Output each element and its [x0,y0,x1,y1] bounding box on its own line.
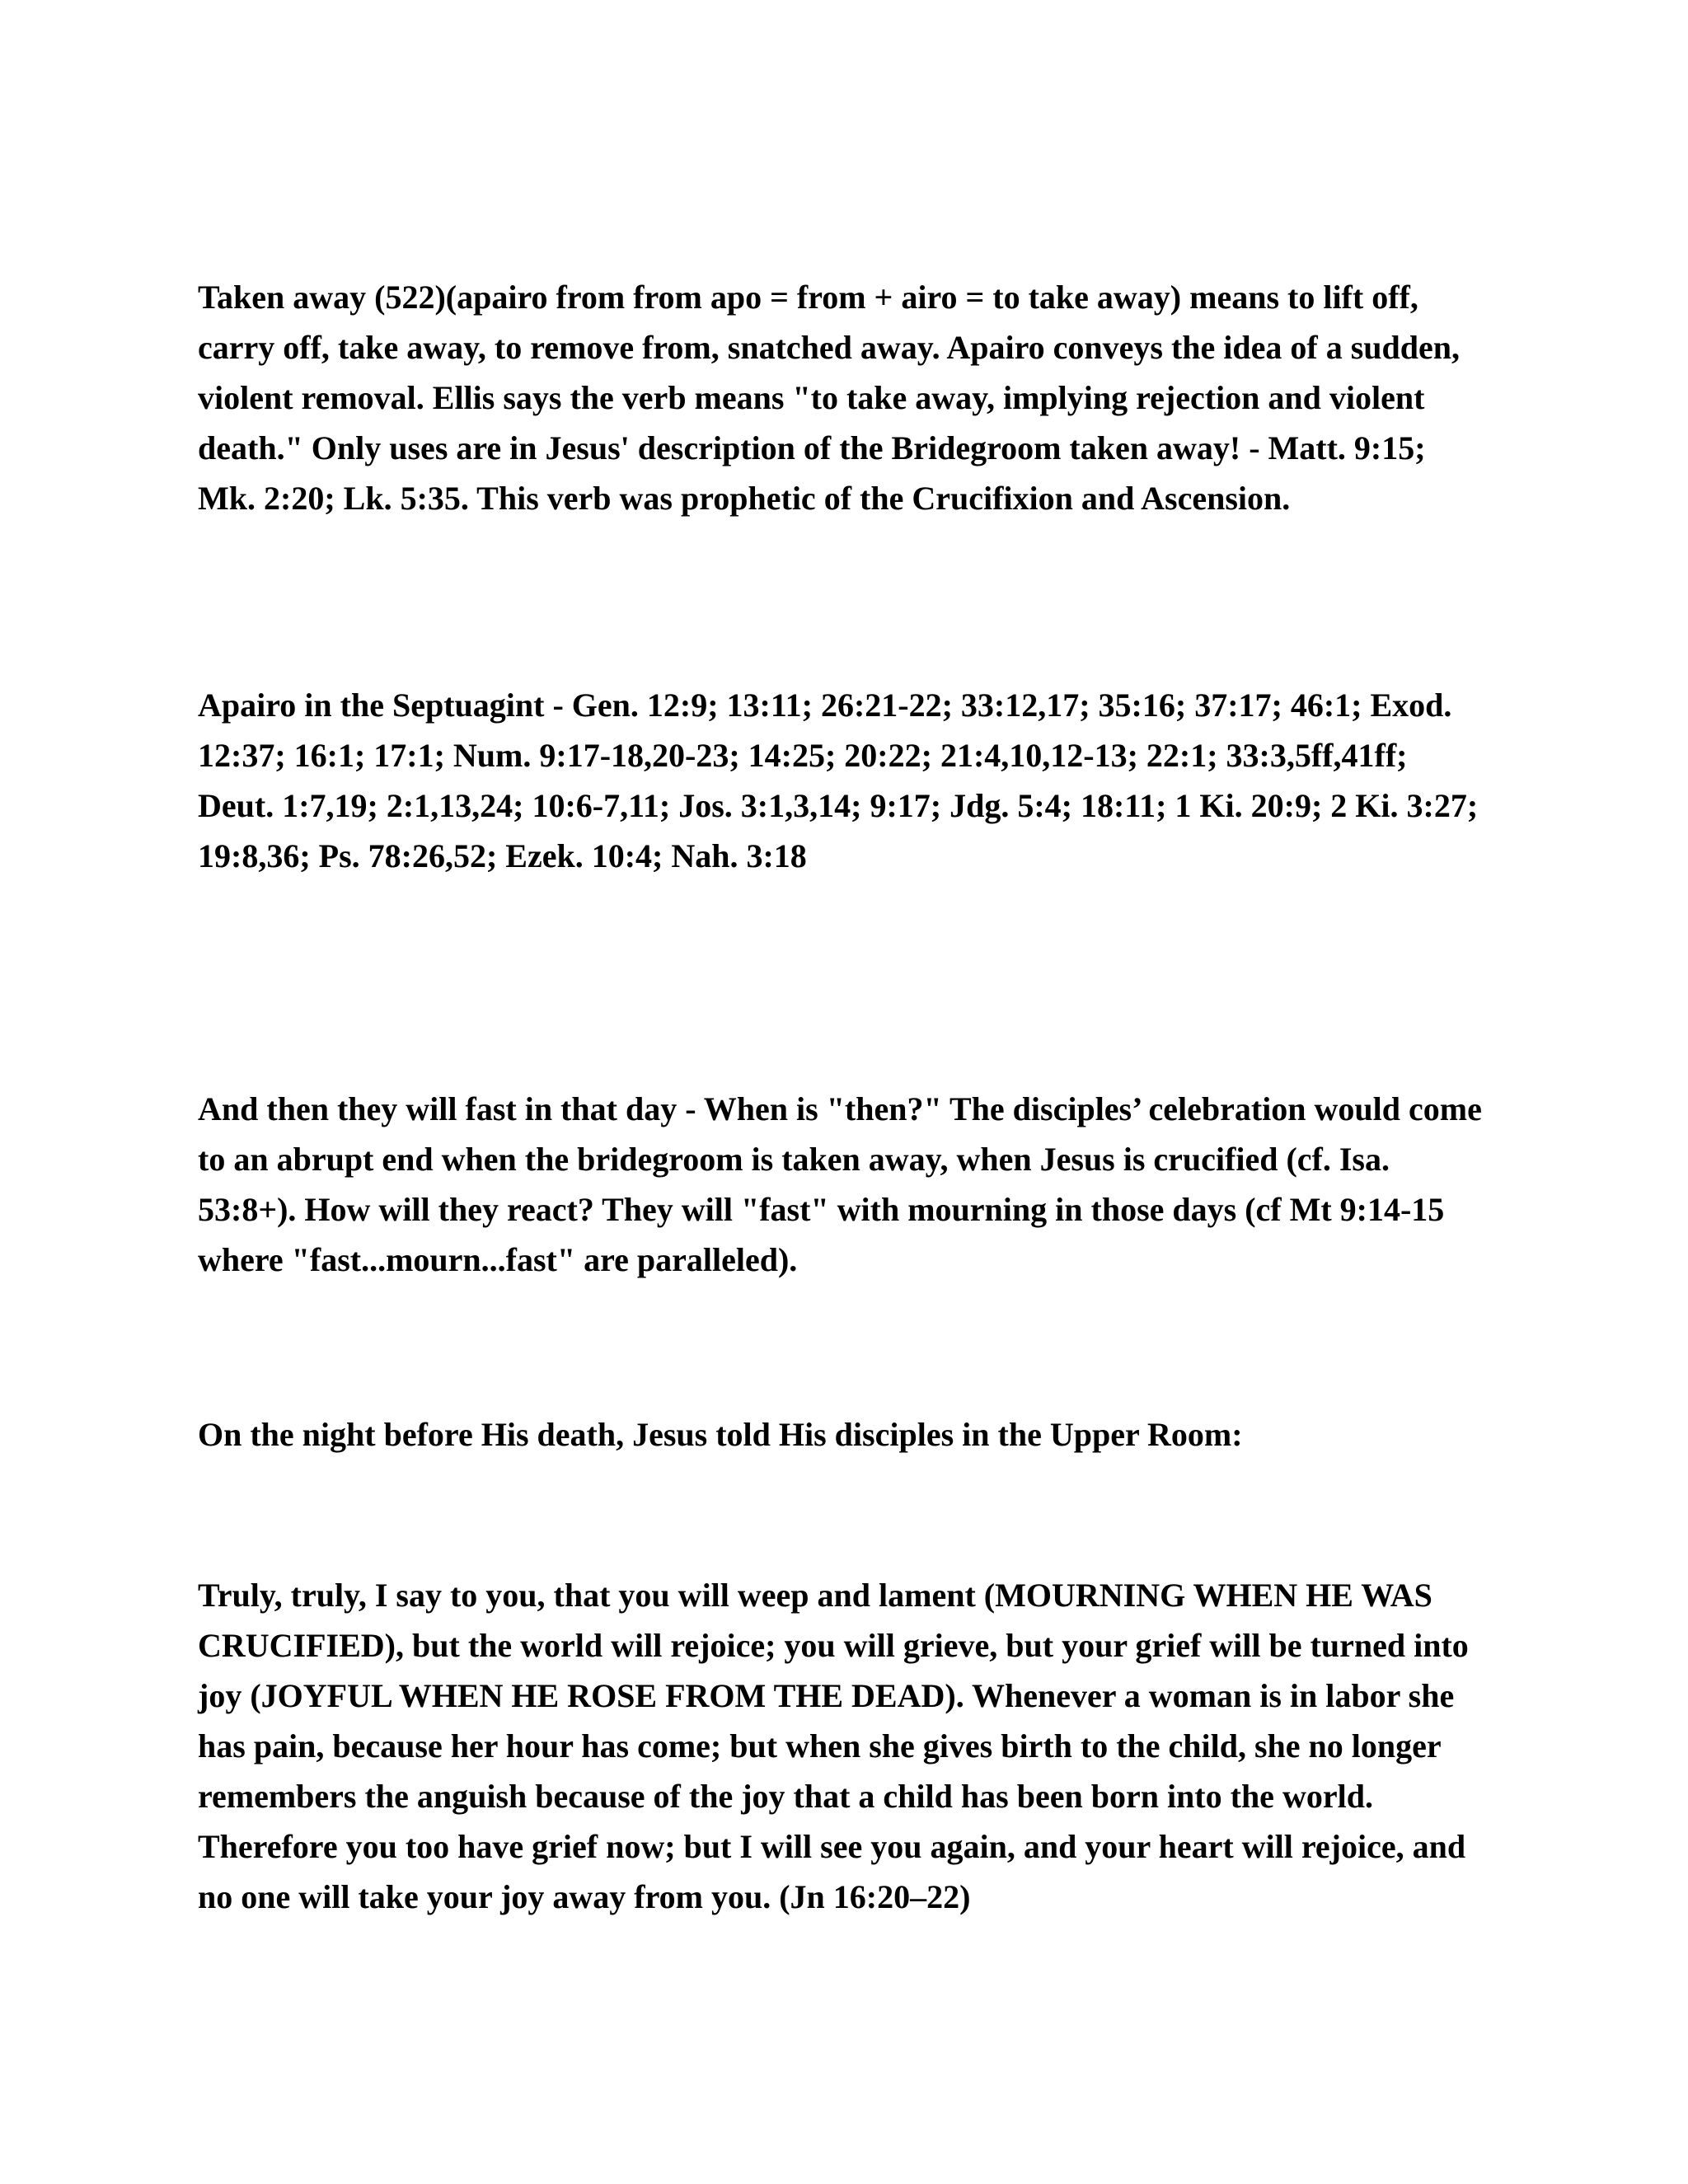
paragraph-john-16-quote: Truly, truly, I say to you, that you will weep and lament (MOURNING WHEN HE WAS CRUCIFIED), but the world will rejoice; you will grieve, but your grief will be turned into joy (JOYFUL WHEN HE ROSE FROM THE DEAD). Whenever a woman is in labor she has pain, because her hour has come; but when she gives birth to the child, she no longer remembers the anguish because of the joy that a child has been born into the world. Therefore you too have grief now; but I will see you again, and your heart will rejoice, and no one will take your joy away from you. (Jn 16:20–22) [198,1577,1469,1915]
paragraph-fast-in-that-day: And then they will fast in that day - When is "then?" The disciples’ celebration would come to an abrupt end when the bridegroom is taken away, when Jesus is crucified (cf. Isa. 53:8+). How will they react? They will "fast" with mourning in those days (cf Mt 9:14-15 where "fast...mourn...fast" are paralleled). [198,1090,1482,1278]
paragraph-septuagint-references: Apairo in the Septuagint - Gen. 12:9; 13:11; 26:21-22; 33:12,17; 35:16; 37:17; 46:1; Exod. 12:37; 16:1; 17:1; Num. 9:17-18,20-23; 14:25; 20:22; 21:4,10,12-13; 22:1; 33:3,5ff,41ff; Deut. 1:7,19; 2:1,13,24; 10:6-7,11; Jos. 3:1,3,14; 9:17; Jdg. 5:4; 18:11; 1 Ki. 20:9; 2 Ki. 3:27; 19:8,36; Ps. 78:26,52; Ezek. 10:4; Nah. 3:18 [198,687,1479,874]
paragraph-taken-away-definition: Taken away (522)(apairo from from apo = from + airo = to take away) means to lift off, carry off, take away, to remove from, snatched away. Apairo conveys the idea of a sudden, violent removal. Ellis says the verb means "to take away, implying rejection and violent death." Only uses are in Jesus' description of the Bridegroom taken away! - Matt. 9:15; Mk. 2:20; Lk. 5:35. This verb was prophetic of the Crucifixion and Ascension. [198,279,1461,517]
paragraph-upper-room-intro: On the night before His death, Jesus told His disciples in the Upper Room: [198,1416,1243,1453]
